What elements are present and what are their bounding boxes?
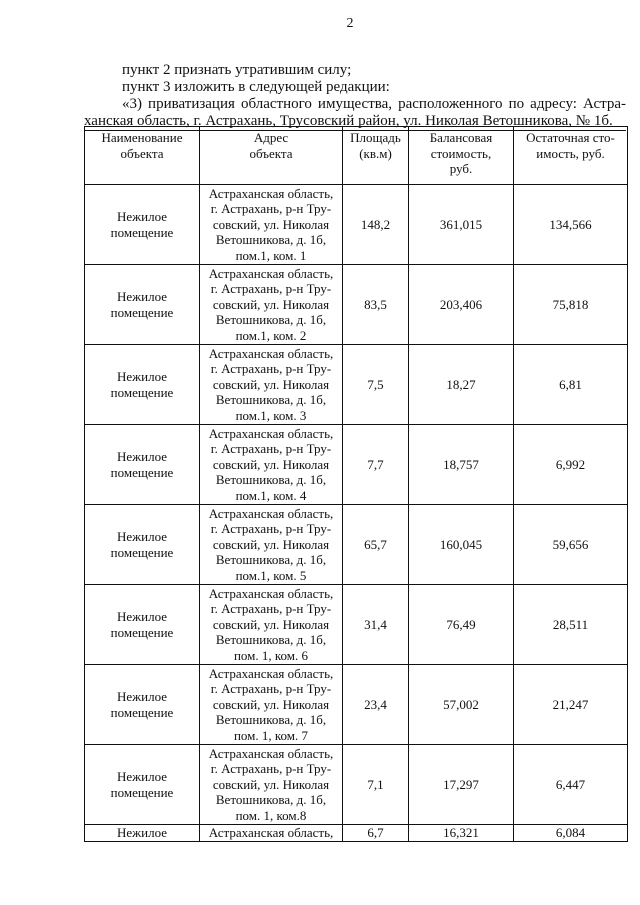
property-table <box>84 126 628 842</box>
cell-name-line: Нежилое <box>116 369 167 384</box>
cell-address-line: пом.1, ком. 3 <box>235 407 307 423</box>
cell-address-line: Астраханская область, <box>208 425 334 441</box>
table-row <box>85 825 628 842</box>
table-row <box>85 505 628 585</box>
cell-address-line: г. Астрахань, р-н Тру- <box>210 281 332 297</box>
cell-name <box>85 345 200 425</box>
cell-address-line: г. Астрахань, р-н Тру- <box>210 441 332 457</box>
cell-address <box>200 345 343 425</box>
cell-book-value: 18,757 <box>409 425 514 505</box>
cell-name-line: Нежилое <box>116 769 167 784</box>
cell-address <box>200 185 343 265</box>
cell-address-line: пом.1, ком. 2 <box>235 327 307 343</box>
table-header-row <box>85 127 628 185</box>
cell-residual-value: 6,992 <box>514 425 628 505</box>
table-row <box>85 585 628 665</box>
header-line: (кв.м) <box>359 145 392 161</box>
cell-address-line: пом. 1, ком.8 <box>235 807 307 823</box>
cell-name-line: помещение <box>110 384 174 400</box>
cell-area: 6,7 <box>343 825 409 842</box>
cell-address-line: пом.1, ком. 1 <box>235 247 307 263</box>
cell-residual-value: 6,81 <box>514 345 628 425</box>
table-body <box>85 185 628 842</box>
cell-name-line: Нежилое <box>116 209 167 224</box>
cell-name-line: помещение <box>110 464 174 480</box>
cell-name-line: помещение <box>110 224 174 240</box>
cell-name <box>85 665 200 745</box>
cell-address-line: Ветошникова, д. 1б, <box>215 472 327 488</box>
cell-name-line: Нежилое <box>116 289 167 304</box>
table-row <box>85 265 628 345</box>
table-row <box>85 425 628 505</box>
header-line: руб. <box>449 161 473 176</box>
cell-address <box>200 505 343 585</box>
cell-address-line: г. Астрахань, р-н Тру- <box>210 361 332 377</box>
header-line: Наименование <box>101 130 183 145</box>
header-line: стоимость, <box>430 145 492 161</box>
cell-address-line: Ветошникова, д. 1б, <box>215 392 327 408</box>
cell-address-line: совский, ул. Николая <box>212 616 330 632</box>
cell-address <box>200 425 343 505</box>
cell-address <box>200 265 343 345</box>
cell-address <box>200 665 343 745</box>
cell-area: 148,2 <box>343 185 409 265</box>
cell-address-line: Астраханская область, <box>208 745 334 761</box>
cell-address-line: Астраханская область, <box>208 185 334 201</box>
cell-name-line: Нежилое <box>116 529 167 544</box>
cell-address-line: совский, ул. Николая <box>212 776 330 792</box>
cell-address-line: г. Астрахань, р-н Тру- <box>210 521 332 537</box>
cell-name-line: помещение <box>110 624 174 640</box>
cell-address-line: пом.1, ком. 5 <box>235 567 307 583</box>
cell-book-value: 57,002 <box>409 665 514 745</box>
cell-address-line: г. Астрахань, р-н Тру- <box>210 681 332 697</box>
cell-address-line: Астраханская область, <box>208 665 334 681</box>
cell-area: 83,5 <box>343 265 409 345</box>
header-line: объекта <box>120 145 164 161</box>
header-residual-value <box>514 127 628 185</box>
cell-area: 7,5 <box>343 345 409 425</box>
cell-book-value: 160,045 <box>409 505 514 585</box>
cell-book-value: 17,297 <box>409 745 514 825</box>
cell-book-value: 203,406 <box>409 265 514 345</box>
cell-address-line: совский, ул. Николая <box>212 536 330 552</box>
cell-name <box>85 585 200 665</box>
header-line: объекта <box>249 145 293 161</box>
cell-address-line: совский, ул. Николая <box>212 456 330 472</box>
cell-address-line: пом.1, ком. 4 <box>235 487 307 503</box>
cell-address-line: Астраханская область, <box>208 505 334 521</box>
cell-area: 65,7 <box>343 505 409 585</box>
cell-address-line: совский, ул. Николая <box>212 376 330 392</box>
header-name <box>85 127 200 185</box>
cell-area: 31,4 <box>343 585 409 665</box>
cell-book-value: 361,015 <box>409 185 514 265</box>
cell-name-line: Нежилое <box>116 609 167 624</box>
cell-address-line: Астраханская область, <box>208 825 334 840</box>
intro-line-3: «3) приватизация областного имущества, расположенного по адресу: Астра- <box>122 96 626 112</box>
cell-area: 7,1 <box>343 745 409 825</box>
cell-name-line: помещение <box>110 704 174 720</box>
cell-name <box>85 505 200 585</box>
header-address <box>200 127 343 185</box>
cell-residual-value: 28,511 <box>514 585 628 665</box>
cell-name <box>85 425 200 505</box>
cell-address-line: Ветошникова, д. 1б, <box>215 232 327 248</box>
cell-residual-value: 21,247 <box>514 665 628 745</box>
cell-residual-value: 6,447 <box>514 745 628 825</box>
cell-book-value: 76,49 <box>409 585 514 665</box>
cell-address-line: Ветошникова, д. 1б, <box>215 712 327 728</box>
cell-name <box>85 825 200 842</box>
cell-address-line: г. Астрахань, р-н Тру- <box>210 601 332 617</box>
table-row <box>85 185 628 265</box>
cell-address-line: пом. 1, ком. 6 <box>233 647 309 663</box>
cell-book-value: 18,27 <box>409 345 514 425</box>
table-row <box>85 665 628 745</box>
header-line: Адрес <box>253 130 289 145</box>
cell-address-line: Ветошникова, д. 1б, <box>215 552 327 568</box>
header-line: Балансовая <box>429 130 493 145</box>
cell-address-line: Ветошникова, д. 1б, <box>215 632 327 648</box>
cell-address-line: совский, ул. Николая <box>212 696 330 712</box>
intro-line-1: пункт 2 признать утратившим силу; <box>122 62 352 78</box>
cell-name-line: помещение <box>110 784 174 800</box>
cell-book-value: 16,321 <box>409 825 514 842</box>
header-line: имость, руб. <box>536 145 605 161</box>
cell-residual-value: 59,656 <box>514 505 628 585</box>
cell-address-line: Астраханская область, <box>208 345 334 361</box>
cell-address <box>200 585 343 665</box>
cell-area: 7,7 <box>343 425 409 505</box>
cell-name <box>85 185 200 265</box>
cell-residual-value: 6,084 <box>514 825 628 842</box>
cell-address-line: Ветошникова, д. 1б, <box>215 792 327 808</box>
cell-name-line: Нежилое <box>116 825 167 840</box>
cell-name-line: помещение <box>110 544 174 560</box>
header-line: Площадь <box>350 130 401 145</box>
cell-name-line: Нежилое <box>116 689 167 704</box>
header-book-value <box>409 127 514 185</box>
intro-line-2: пункт 3 изложить в следующей редакции: <box>122 79 390 95</box>
cell-name <box>85 265 200 345</box>
cell-name-line: Нежилое <box>116 449 167 464</box>
cell-address-line: Астраханская область, <box>208 265 334 281</box>
cell-name-line: помещение <box>110 304 174 320</box>
cell-address-line: совский, ул. Николая <box>212 296 330 312</box>
cell-address <box>200 745 343 825</box>
cell-residual-value: 75,818 <box>514 265 628 345</box>
table-row <box>85 345 628 425</box>
cell-residual-value: 134,566 <box>514 185 628 265</box>
page-number: 2 <box>346 16 354 31</box>
header-area <box>343 127 409 185</box>
cell-address-line: г. Астрахань, р-н Тру- <box>210 761 332 777</box>
cell-address-line: совский, ул. Николая <box>212 216 330 232</box>
intro-line-4-text: ханская область, г. Астрахань, Трусовский район, ул. Николая Ветошникова, № 1б. <box>84 113 626 131</box>
header-line: Остаточная сто- <box>526 130 615 145</box>
table-row <box>85 745 628 825</box>
cell-address-line: г. Астрахань, р-н Тру- <box>210 201 332 217</box>
cell-address-line: пом. 1, ком. 7 <box>233 727 309 743</box>
cell-address <box>200 825 343 842</box>
cell-name <box>85 745 200 825</box>
intro-text <box>86 62 626 131</box>
cell-area: 23,4 <box>343 665 409 745</box>
cell-address-line: Ветошникова, д. 1б, <box>215 312 327 328</box>
cell-address-line: Астраханская область, <box>208 585 334 601</box>
